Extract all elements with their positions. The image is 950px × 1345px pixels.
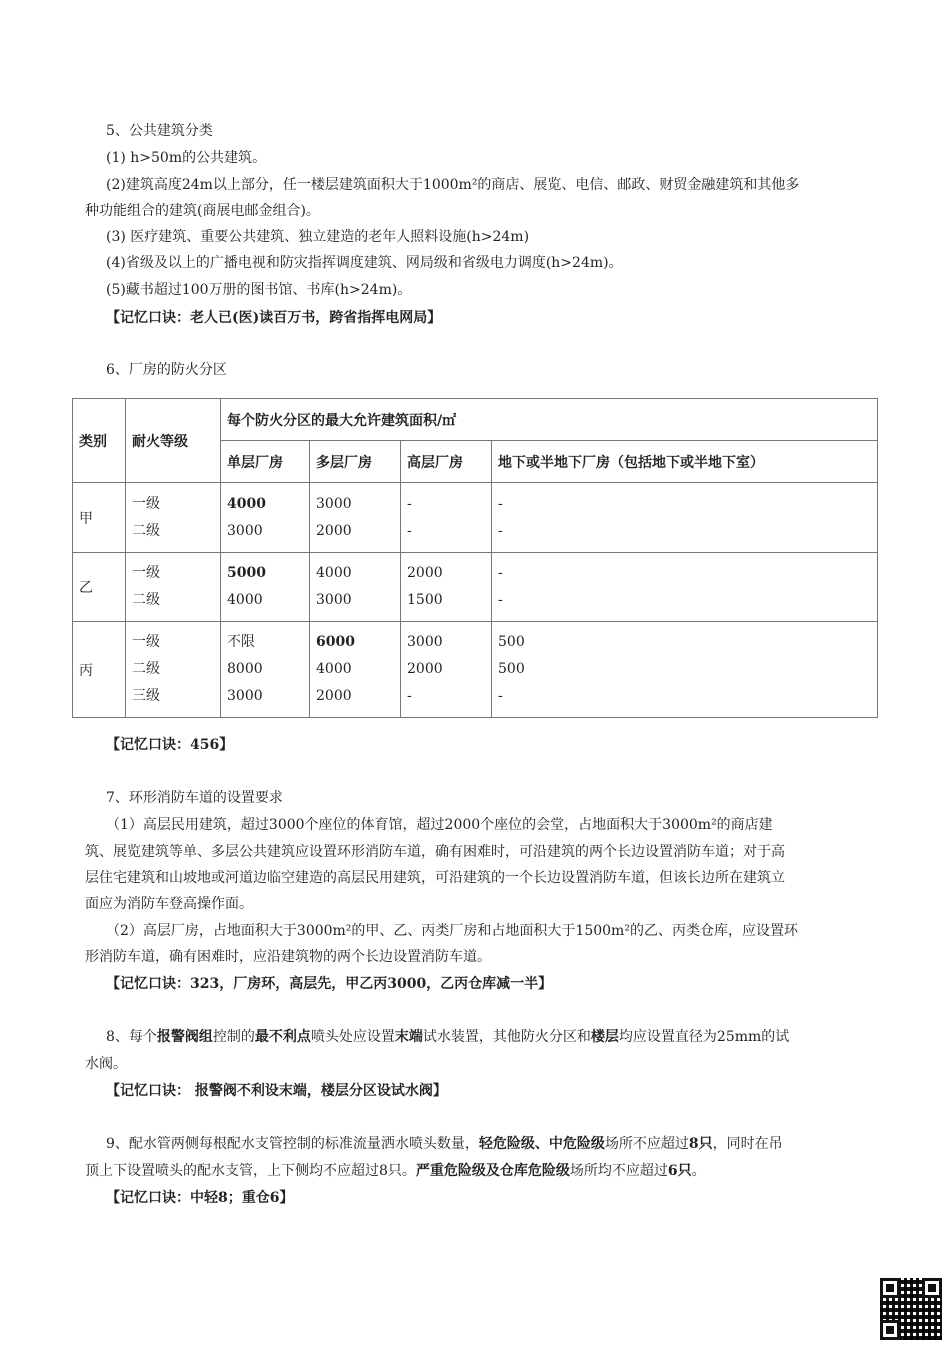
section7-title: 7、环形消防车道的设置要求 bbox=[106, 790, 283, 806]
cell-value: - bbox=[498, 495, 503, 512]
s9-text: 。 bbox=[691, 1163, 706, 1179]
cell-value: 3000 bbox=[227, 688, 263, 704]
section5-item2-line1: (2)建筑高度24m以上部分，任一楼层建筑面积大于1000m²的商店、展览、电信、邮政、财贸金融建筑和其他多 bbox=[106, 177, 800, 193]
cell-value: - bbox=[407, 495, 412, 512]
cell-value: - bbox=[498, 688, 503, 704]
section9-line2 bbox=[85, 1158, 875, 1184]
section7-p1-line1: （1）高层民用建筑，超过3000个座位的体育馆，超过2000个座位的会堂，占地面积大于3000m²的商店建 bbox=[106, 817, 773, 833]
section5-item1: (1) h>50m的公共建筑。 bbox=[106, 150, 267, 166]
cell-value: 500 bbox=[498, 634, 525, 650]
s9-text: ，同时在吊 bbox=[712, 1136, 783, 1152]
section8-line1 bbox=[106, 1024, 896, 1050]
s8-emphasis: 最不利点 bbox=[254, 1029, 311, 1045]
row-category: 乙 bbox=[73, 553, 126, 622]
qr-finder bbox=[880, 1278, 900, 1298]
grade: 一级 bbox=[132, 495, 160, 512]
section6-title: 6、厂房的防火分区 bbox=[106, 362, 227, 378]
s9-text: 场所不应超过 bbox=[604, 1136, 689, 1152]
cell-value: 2000 bbox=[407, 565, 443, 581]
section5-item3: (3) 医疗建筑、重要公共建筑、独立建造的老年人照料设施(h>24m) bbox=[106, 229, 530, 245]
section6-mnemonic: 【记忆口诀：456】 bbox=[106, 737, 234, 753]
section9-mnemonic: 【记忆口诀：中轻8；重仓6】 bbox=[106, 1190, 294, 1206]
qr-code-icon bbox=[880, 1278, 942, 1340]
qr-finder bbox=[880, 1320, 900, 1340]
section7-p2-line2: 形消防车道，确有困难时，应沿建筑物的两个长边设置消防车道。 bbox=[85, 949, 491, 965]
table-row bbox=[73, 553, 878, 622]
section5-item2-line2: 种功能组合的建筑(商展电邮金组合)。 bbox=[85, 203, 320, 219]
cell-value: 3000 bbox=[407, 634, 443, 650]
section7-mnemonic: 【记忆口诀：323，厂房环，高层先，甲乙丙3000，乙丙仓库减一半】 bbox=[106, 976, 553, 992]
cell-value: 不限 bbox=[227, 634, 255, 650]
header-high-rise: 高层厂房 bbox=[401, 441, 492, 483]
cell-value: 2000 bbox=[316, 688, 352, 704]
cell-value: 4000 bbox=[316, 565, 352, 581]
table-row bbox=[73, 622, 878, 718]
s9-emphasis: 轻危险级、中危险级 bbox=[478, 1136, 605, 1152]
grade: 二级 bbox=[132, 661, 160, 677]
section5-title: 5、公共建筑分类 bbox=[106, 123, 213, 139]
s9-text: 顶上下设置喷头的配水支管，上下侧均不应超过8只。 bbox=[85, 1163, 416, 1179]
header-underground: 地下或半地下厂房（包括地下或半地下室） bbox=[492, 441, 878, 483]
s8-text: 8、每个 bbox=[106, 1029, 157, 1045]
cell-value: - bbox=[498, 565, 503, 581]
s8-emphasis: 楼层 bbox=[590, 1029, 619, 1045]
section8-line2: 水阀。 bbox=[85, 1056, 127, 1072]
cell-value: 8000 bbox=[227, 661, 263, 677]
section7-p1-line4: 面应为消防车登高操作面。 bbox=[85, 896, 253, 912]
s9-emphasis: 严重危险级及仓库危险级 bbox=[415, 1163, 570, 1179]
cell-value: 3000 bbox=[316, 495, 352, 512]
cell-value: 5000 bbox=[227, 565, 266, 581]
cell-value: 3000 bbox=[316, 592, 352, 608]
s9-emphasis: 6只 bbox=[667, 1163, 692, 1179]
header-category: 类别 bbox=[73, 399, 126, 483]
cell-value: 500 bbox=[498, 661, 525, 677]
grade: 一级 bbox=[132, 634, 160, 650]
cell-value: 4000 bbox=[316, 661, 352, 677]
cell-value: 4000 bbox=[227, 495, 266, 512]
s9-emphasis: 8只 bbox=[688, 1136, 713, 1152]
cell-value: - bbox=[407, 522, 412, 539]
header-fire-rating: 耐火等级 bbox=[126, 399, 221, 483]
fire-compartment-table bbox=[72, 398, 878, 718]
grade: 一级 bbox=[132, 565, 160, 581]
s9-text: 场所均不应超过 bbox=[569, 1163, 668, 1179]
s8-emphasis: 末端 bbox=[394, 1029, 423, 1045]
s8-text: 试水装置，其他防火分区和 bbox=[422, 1029, 591, 1045]
section9-line1 bbox=[106, 1131, 896, 1157]
qr-finder bbox=[922, 1278, 942, 1298]
header-max-area: 每个防火分区的最大允许建筑面积/㎡ bbox=[221, 399, 878, 441]
s9-text: 9、配水管两侧每根配水支管控制的标准流量洒水喷头数量， bbox=[106, 1136, 479, 1152]
section7-p1-line3: 层住宅建筑和山坡地或河道边临空建造的高层民用建筑，可沿建筑的一个长边设置消防车道，但该长边所在建筑立 bbox=[85, 870, 785, 886]
cell-value: 6000 bbox=[316, 634, 355, 650]
s8-text: 喷头处应设置 bbox=[310, 1029, 395, 1045]
row-category: 丙 bbox=[73, 622, 126, 718]
cell-value: - bbox=[498, 592, 503, 608]
grade: 二级 bbox=[132, 592, 160, 608]
s8-text: 控制的 bbox=[212, 1029, 255, 1045]
cell-value: 2000 bbox=[407, 661, 443, 677]
grade: 二级 bbox=[132, 522, 160, 539]
section8-mnemonic: 【记忆口诀： 报警阀不利设末端，楼层分区设试水阀】 bbox=[106, 1083, 447, 1099]
section7-p1-line2: 筑、展览建筑等单、多层公共建筑应设置环形消防车道，确有困难时，可沿建筑的两个长边设置消防车道；对于高 bbox=[85, 844, 785, 860]
section5-mnemonic: 【记忆口诀：老人已(医)读百万书，跨省指挥电网局】 bbox=[106, 310, 442, 326]
cell-value: 3000 bbox=[227, 522, 263, 539]
cell-value: 2000 bbox=[316, 522, 352, 539]
section5-item4: (4)省级及以上的广播电视和防灾指挥调度建筑、网局级和省级电力调度(h>24m)。 bbox=[106, 255, 623, 271]
table-row bbox=[73, 483, 878, 553]
cell-value: - bbox=[407, 688, 412, 704]
s8-text: 均应设置直径为25mm的试 bbox=[618, 1029, 790, 1045]
cell-value: 1500 bbox=[407, 592, 443, 608]
cell-value: 4000 bbox=[227, 592, 263, 608]
header-multi-storey: 多层厂房 bbox=[310, 441, 401, 483]
section7-p2-line1: （2）高层厂房，占地面积大于3000m²的甲、乙、丙类厂房和占地面积大于1500m²的乙、丙类仓库，应设置环 bbox=[106, 923, 798, 939]
section5-item5: (5)藏书超过100万册的图书馆、书库(h>24m)。 bbox=[106, 282, 412, 298]
header-single-storey: 单层厂房 bbox=[221, 441, 310, 483]
grade: 三级 bbox=[132, 688, 160, 704]
row-category: 甲 bbox=[73, 483, 126, 553]
s8-emphasis: 报警阀组 bbox=[156, 1029, 213, 1045]
cell-value: - bbox=[498, 522, 503, 539]
